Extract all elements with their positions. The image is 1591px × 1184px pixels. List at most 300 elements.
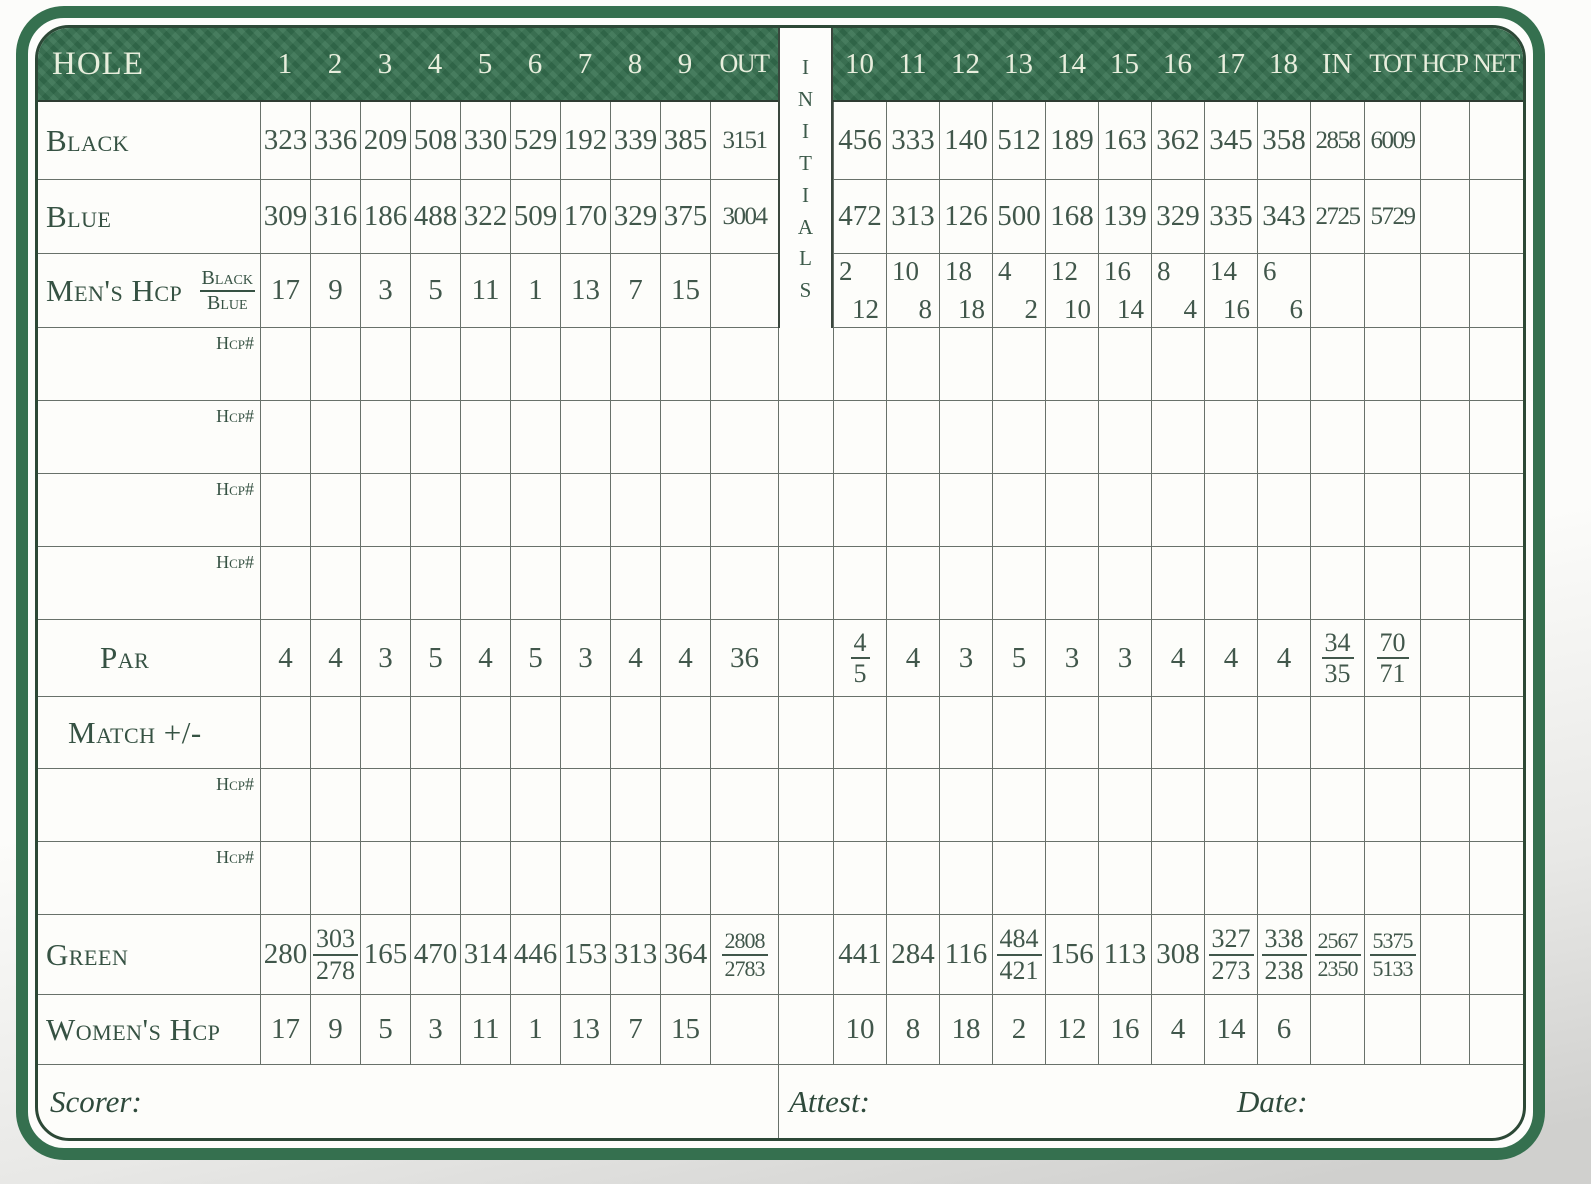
womens-hcp-h3: 5 [360,995,410,1064]
player1-h15 [1098,328,1151,400]
player1-net [1469,328,1523,400]
player3-h17 [1204,474,1257,546]
player2-h16 [1151,401,1204,473]
match-h3 [360,697,410,768]
green-h3: 165 [360,915,410,994]
match-h1 [260,697,310,768]
mens-hcp-h4: 5 [410,254,460,327]
player6-hcp [1420,842,1469,914]
par-h8: 4 [610,620,660,696]
mens-hcp-label-text: Men's Hcp [46,272,183,308]
par-h17: 4 [1204,620,1257,696]
green-h1: 280 [260,915,310,994]
player5-h1 [260,769,310,841]
par-h15: 3 [1098,620,1151,696]
par-net [1469,620,1523,696]
player2-h12 [939,401,992,473]
player1-h1 [260,328,310,400]
blue-h16: 329 [1151,180,1204,253]
header-h3: 3 [377,47,393,80]
mens-hcp-h7: 13 [560,254,610,327]
player5-h12 [939,769,992,841]
player1-h16 [1151,328,1204,400]
initials-letter: I [802,182,809,207]
womens-hcp-net [1469,995,1523,1064]
row-par [38,619,1523,696]
par-h11: 4 [886,620,939,696]
player3-h2 [310,474,360,546]
match-initials [778,697,833,768]
row-player5 [38,768,1523,841]
player1-h14 [1045,328,1098,400]
player1-initials [778,328,833,400]
player4-h9 [660,547,710,619]
womens-hcp-h18: 6 [1257,995,1310,1064]
scorecard-inner [35,25,1526,1141]
player5-h7 [560,769,610,841]
header-h10: 10 [845,47,874,80]
header-h4: 4 [427,47,443,80]
par-h12: 3 [939,620,992,696]
player4-h3 [360,547,410,619]
black-h16: 362 [1151,102,1204,179]
player1-label [38,328,260,400]
blue-h9: 375 [660,180,710,253]
par-initials [778,620,833,696]
player4-h1 [260,547,310,619]
header-h5: 5 [477,47,493,80]
womens-hcp-h12: 18 [939,995,992,1064]
player1-h7 [560,328,610,400]
player2-h3 [360,401,410,473]
match-h17 [1204,697,1257,768]
player6-tot [1364,842,1420,914]
womens-hcp-h10: 10 [833,995,886,1064]
par-h18: 4 [1257,620,1310,696]
player2-h8 [610,401,660,473]
womens-hcp-label-text: Women's Hcp [46,1011,221,1047]
mens-hcp-in [1310,254,1364,327]
player4-tot [1364,547,1420,619]
player3-out [710,474,778,546]
player2-h5 [460,401,510,473]
player4-h4 [410,547,460,619]
blue-h18: 343 [1257,180,1310,253]
par-h3: 3 [360,620,410,696]
player1-h12 [939,328,992,400]
header-h15: 15 [1110,47,1139,80]
row-player6 [38,841,1523,914]
green-h15: 113 [1098,915,1151,994]
blue-h15: 139 [1098,180,1151,253]
initials-letter: T [799,150,812,175]
green-h13-fraction: $\frac{484}{421}$ [997,924,1042,984]
player5-h2 [310,769,360,841]
player3-h1 [260,474,310,546]
match-in [1310,697,1364,768]
green-out-fraction: $\frac{2808}{2783}$ [722,928,768,982]
mens-hcp-h12: 18 18 [939,254,992,327]
player5-h13 [992,769,1045,841]
player2-h15 [1098,401,1151,473]
green-tot-fraction: $\frac{5375}{5133}$ [1370,928,1416,982]
match-label-text: Match +/- [68,714,202,750]
footer-row [38,1064,1523,1138]
scorer-field [38,1065,778,1138]
green-h13 [992,915,1045,994]
womens-hcp-out [710,995,778,1064]
player4-h17 [1204,547,1257,619]
player3-net [1469,474,1523,546]
player6-h12 [939,842,992,914]
player4-h7 [560,547,610,619]
green-hcp [1420,915,1469,994]
green-out [710,915,778,994]
black-h1: 323 [260,102,310,179]
row-player4 [38,546,1523,619]
blue-h12: 126 [939,180,992,253]
player5-h15 [1098,769,1151,841]
match-h7 [560,697,610,768]
par-out: 36 [710,620,778,696]
player2-net [1469,401,1523,473]
player5-h17 [1204,769,1257,841]
black-h7: 192 [560,102,610,179]
player5-h3 [360,769,410,841]
player6-initials [778,842,833,914]
player2-h1 [260,401,310,473]
match-h5 [460,697,510,768]
womens-hcp-h14: 12 [1045,995,1098,1064]
player2-initials [778,401,833,473]
player5-net [1469,769,1523,841]
womens-hcp-h4: 3 [410,995,460,1064]
player6-h16 [1151,842,1204,914]
match-h9 [660,697,710,768]
player3-in [1310,474,1364,546]
player2-h17 [1204,401,1257,473]
player6-h11 [886,842,939,914]
par-hcp [1420,620,1469,696]
mens-hcp-h5: 11 [460,254,510,327]
player5-h10 [833,769,886,841]
blue-h11: 313 [886,180,939,253]
player2-tot [1364,401,1420,473]
green-h16: 308 [1151,915,1204,994]
player5-h4 [410,769,460,841]
row-green [38,914,1523,994]
black-h12: 140 [939,102,992,179]
player2-label-text: Hcp# [216,406,254,426]
player6-h4 [410,842,460,914]
par-h1: 4 [260,620,310,696]
player4-h13 [992,547,1045,619]
blue-hcp [1420,180,1469,253]
player5-hcp [1420,769,1469,841]
player4-h10 [833,547,886,619]
blue-label-text: Blue [46,198,112,234]
black-in: 2858 [1310,102,1364,179]
green-in-fraction: $\frac{2567}{2350}$ [1315,928,1361,982]
blue-h14: 168 [1045,180,1098,253]
green-h2-fraction: $\frac{303}{278}$ [313,924,358,984]
row-match [38,696,1523,768]
green-h17-fraction: $\frac{327}{273}$ [1209,924,1254,984]
mens-hcp-h8: 7 [610,254,660,327]
player5-in [1310,769,1364,841]
player5-initials [778,769,833,841]
match-h18 [1257,697,1310,768]
blue-h8: 329 [610,180,660,253]
black-net [1469,102,1523,179]
match-h12 [939,697,992,768]
player1-hcp [1420,328,1469,400]
player2-in [1310,401,1364,473]
match-h14 [1045,697,1098,768]
player1-h13 [992,328,1045,400]
womens-hcp-initials [778,995,833,1064]
header-h12: 12 [951,47,980,80]
mens-hcp-h17: 14 16 [1204,254,1257,327]
green-h8: 313 [610,915,660,994]
row-player2 [38,400,1523,473]
mens-hcp-h13: 4 2 [992,254,1045,327]
blue-h13: 500 [992,180,1045,253]
womens-hcp-h17: 14 [1204,995,1257,1064]
header-h9: 9 [677,47,693,80]
green-h18 [1257,915,1310,994]
black-h13: 512 [992,102,1045,179]
row-womens-hcp [38,994,1523,1064]
womens-hcp-h2: 9 [310,995,360,1064]
attest-field [778,1065,1523,1138]
player3-h12 [939,474,992,546]
blue-h4: 488 [410,180,460,253]
par-h16: 4 [1151,620,1204,696]
par-label [38,620,260,696]
player1-h5 [460,328,510,400]
player5-tot [1364,769,1420,841]
player3-h16 [1151,474,1204,546]
mens-hcp-out [710,254,778,327]
initials-letter: I [802,118,809,143]
player6-h5 [460,842,510,914]
match-h10 [833,697,886,768]
par-h5: 4 [460,620,510,696]
par-h6: 5 [510,620,560,696]
player4-h2 [310,547,360,619]
match-h16 [1151,697,1204,768]
match-tot [1364,697,1420,768]
player4-h18 [1257,547,1310,619]
player1-tot [1364,328,1420,400]
initials-letter: I [802,55,809,79]
player6-h8 [610,842,660,914]
womens-hcp-h8: 7 [610,995,660,1064]
match-h4 [410,697,460,768]
mens-hcp-h6: 1 [510,254,560,327]
green-tot [1364,915,1420,994]
mens-hcp-h3: 3 [360,254,410,327]
header-h16: 16 [1163,47,1192,80]
player3-h7 [560,474,610,546]
player1-h18 [1257,328,1310,400]
mens-hcp-h1: 17 [260,254,310,327]
player6-label [38,842,260,914]
par-tot [1364,620,1420,696]
blue-h1: 309 [260,180,310,253]
player6-label-text: Hcp# [216,847,254,867]
par-h14: 3 [1045,620,1098,696]
player4-h14 [1045,547,1098,619]
player6-h2 [310,842,360,914]
womens-hcp-h11: 8 [886,995,939,1064]
player6-h14 [1045,842,1098,914]
blue-h2: 316 [310,180,360,253]
mens-hcp-label [38,254,260,327]
player6-out [710,842,778,914]
player6-h17 [1204,842,1257,914]
player3-hcp [1420,474,1469,546]
blue-tot: 5729 [1364,180,1420,253]
player2-h4 [410,401,460,473]
player6-h10 [833,842,886,914]
player2-h14 [1045,401,1098,473]
player3-initials [778,474,833,546]
womens-hcp-in [1310,995,1364,1064]
header-h8: 8 [627,47,643,80]
header-out: OUT [719,49,769,78]
header-tot: TOT [1369,49,1415,78]
black-h2: 336 [310,102,360,179]
initials-letter: L [799,246,812,271]
par-h9: 4 [660,620,710,696]
par-h2: 4 [310,620,360,696]
player4-initials [778,547,833,619]
player2-h2 [310,401,360,473]
green-h12: 116 [939,915,992,994]
player4-h6 [510,547,560,619]
mens-hcp-tee-fraction: $\frac{\text{Black}}{\text{Blue}}$ [201,266,253,314]
match-h6 [510,697,560,768]
black-label [38,102,260,179]
header-h18: 18 [1269,47,1298,80]
player6-h15 [1098,842,1151,914]
player3-h5 [460,474,510,546]
header-h14: 14 [1057,47,1086,80]
blue-h5: 322 [460,180,510,253]
player6-h1 [260,842,310,914]
player1-h6 [510,328,560,400]
blue-h10: 472 [833,180,886,253]
scorecard [16,6,1545,1160]
blue-h17: 335 [1204,180,1257,253]
player6-h13 [992,842,1045,914]
womens-hcp-h13: 2 [992,995,1045,1064]
player1-h11 [886,328,939,400]
black-h10: 456 [833,102,886,179]
blue-net [1469,180,1523,253]
player2-out [710,401,778,473]
player4-hcp [1420,547,1469,619]
header-h13: 13 [1004,47,1033,80]
player2-h6 [510,401,560,473]
player1-h9 [660,328,710,400]
scorer-label: Scorer: [50,1083,142,1119]
player5-h14 [1045,769,1098,841]
black-h3: 209 [360,102,410,179]
player2-h7 [560,401,610,473]
mens-hcp-h18: 6 6 [1257,254,1310,327]
match-out [710,697,778,768]
player2-h9 [660,401,710,473]
player3-h18 [1257,474,1310,546]
player3-h14 [1045,474,1098,546]
player2-h11 [886,401,939,473]
player1-h4 [410,328,460,400]
player4-label-text: Hcp# [216,552,254,572]
player1-h2 [310,328,360,400]
green-label [38,915,260,994]
womens-hcp-h7: 13 [560,995,610,1064]
mens-hcp-h16: 8 4 [1151,254,1204,327]
black-h18: 358 [1257,102,1310,179]
player1-out [710,328,778,400]
blue-in: 2725 [1310,180,1364,253]
blue-h6: 509 [510,180,560,253]
mens-hcp-h10: 2 12 [833,254,886,327]
player6-h18 [1257,842,1310,914]
player1-h10 [833,328,886,400]
mens-hcp-h2: 9 [310,254,360,327]
player2-h13 [992,401,1045,473]
par-h10-fraction: $\frac{4}{5}$ [851,628,870,688]
hole-header-label: HOLE [52,45,144,82]
black-h4: 508 [410,102,460,179]
par-tot-fraction: $\frac{70}{71}$ [1377,628,1409,688]
player4-h12 [939,547,992,619]
initials-letter: A [797,214,814,239]
green-h10: 441 [833,915,886,994]
match-net [1469,697,1523,768]
player5-h9 [660,769,710,841]
black-h5: 330 [460,102,510,179]
mens-hcp-tot [1364,254,1420,327]
mens-hcp-net [1469,254,1523,327]
green-h9: 364 [660,915,710,994]
player4-label [38,547,260,619]
par-h7: 3 [560,620,610,696]
player5-h16 [1151,769,1204,841]
black-hcp [1420,102,1469,179]
player3-h11 [886,474,939,546]
initials-letter: S [799,278,812,303]
green-label-text: Green [46,936,129,972]
header-h2: 2 [327,47,343,80]
attest-label: Attest: [789,1083,870,1119]
black-h9: 385 [660,102,710,179]
green-in [1310,915,1364,994]
womens-hcp-h16: 4 [1151,995,1204,1064]
player4-net [1469,547,1523,619]
green-h6: 446 [510,915,560,994]
header-hcp: HCP [1421,49,1468,78]
match-h11 [886,697,939,768]
header-h6: 6 [527,47,543,80]
black-h8: 339 [610,102,660,179]
green-h5: 314 [460,915,510,994]
player2-label [38,401,260,473]
